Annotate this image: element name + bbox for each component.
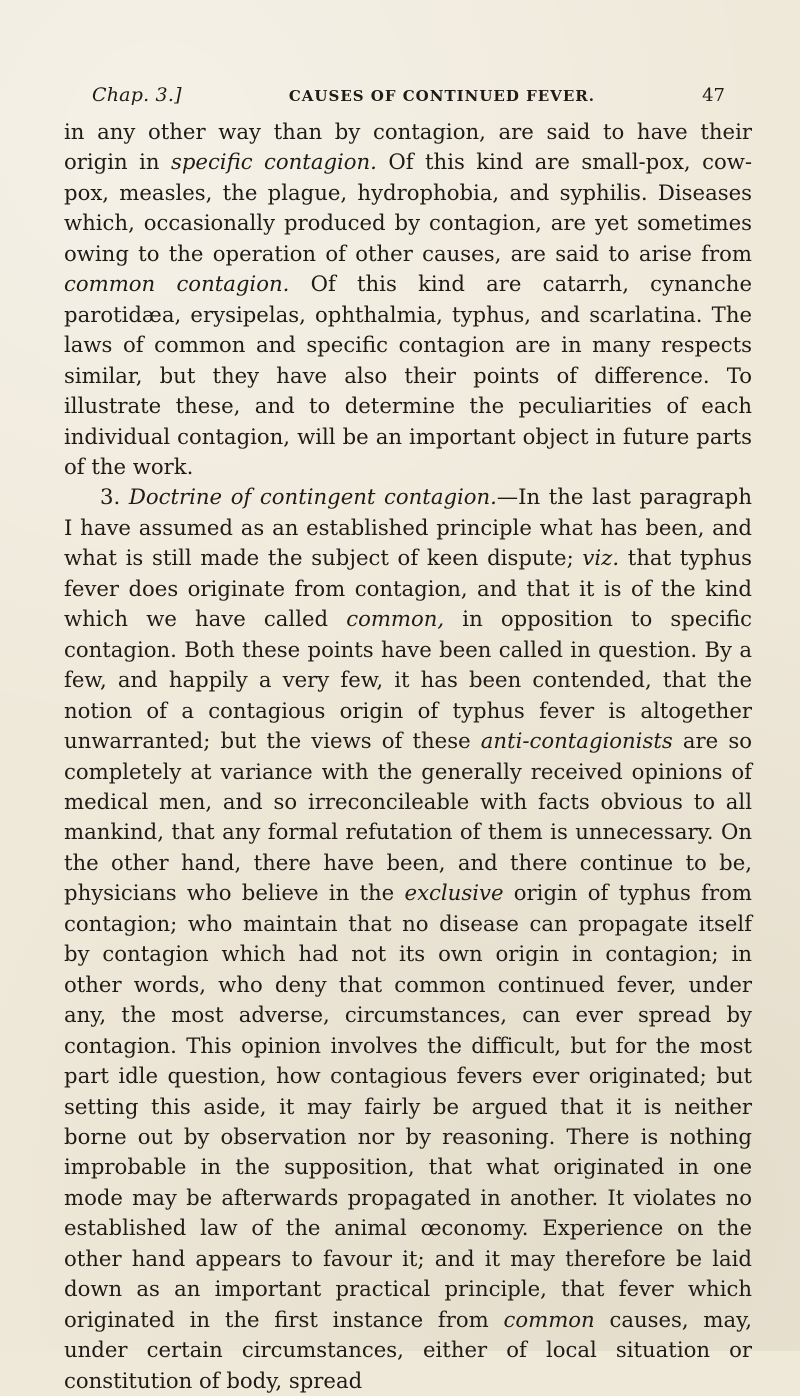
paragraph-1 [64, 117, 752, 482]
running-title: CAUSES OF CONTINUED FEVER. [288, 87, 595, 105]
paragraph-2-text-6: causes, may, under certain circumstances, either of local situation or constitution of body, spread [64, 1306, 752, 1393]
paragraph-2-text-5: origin of typhus from contagion; who maintain that no disease can propagate itself by contagion which had not its own origin in contagion; in other words, who deny that common continued fever, under any, the most adverse, circumstances, can ever spread by contagion. This opinion involves the difficult, but for the most part idle question, how contagious fevers ever originated; but setting this aside, it may fairly be argued that it is neither borne out by observation nor by reasoning. There is nothing improbable in the supposition, that what originated in one mode may be afterwards propagated in another. It violates no established law of the animal œconomy. Experience on the other hand appears to favour it; and it may therefore be laid down as an important practical principle, that fever which originated in the first instance from [64, 880, 753, 1332]
body-text [64, 117, 752, 1396]
paragraph-2-italic-common: common, [346, 606, 445, 632]
page-header [92, 84, 725, 112]
paragraph-2-text-2: that typhus fever does originate from contagion, and that it is of the kind which we have called [64, 545, 752, 632]
paragraph-2-italic-common-causes: common [503, 1306, 595, 1332]
paragraph-2-text-4: are so completely at variance with the generally received opinions of medical men, and so irreconcileable with facts obvious to all mankind, that any formal refutation of them is unnecessary. On the other hand, there have been, and there continue to be, physicians who believe in the [64, 728, 752, 906]
paragraph-2-italic-exclusive: exclusive [404, 880, 504, 906]
paragraph-2-italic-viz: viz. [582, 545, 620, 571]
paragraph-2-text-3: in opposition to specific contagion. Both these points have been called in question. By a few, and happily a very few, it has been contended, that the notion of a contagious origin of typhus fever is altogether unwarranted; but the views of these [64, 606, 752, 754]
paragraph-1-italic-specific-contagion: specific contagion. [170, 149, 377, 175]
paragraph-2-italic-anti-contagionists: anti-contagionists [480, 728, 673, 754]
paragraph-1-text-3: Of this kind are catarrh, cynanche parotidæa, erysipelas, ophthalmia, typhus, and scarlatina. The laws of common and specific contagion are in many respects similar, but they have also their points of difference. To illustrate these, and to determine the peculiarities of each individual contagion, will be an important object in future parts of the work. [64, 271, 752, 479]
paragraph-1-text-2: Of this kind are small-pox, cow-pox, measles, the plague, hydrophobia, and syphilis. Diseases which, occasionally produced by contagion, are yet sometimes owing to the operation of other causes, are said to arise from [64, 149, 752, 266]
paragraph-1-text-1: in any other way than by contagion, are said to have their origin in [64, 119, 752, 175]
paragraph-1-italic-common-contagion: common contagion. [64, 271, 290, 297]
section-number: 3. [100, 484, 129, 510]
section-heading: Doctrine of contingent contagion. [128, 484, 497, 510]
chapter-label: Chap. 3.] [92, 84, 182, 106]
paragraph-2 [64, 482, 752, 1396]
paragraph-2-text-1: —In the last paragraph I have assumed as an established principle what has been, and what is still made the subject of keen dispute; [64, 484, 753, 571]
page-number: 47 [702, 85, 725, 106]
